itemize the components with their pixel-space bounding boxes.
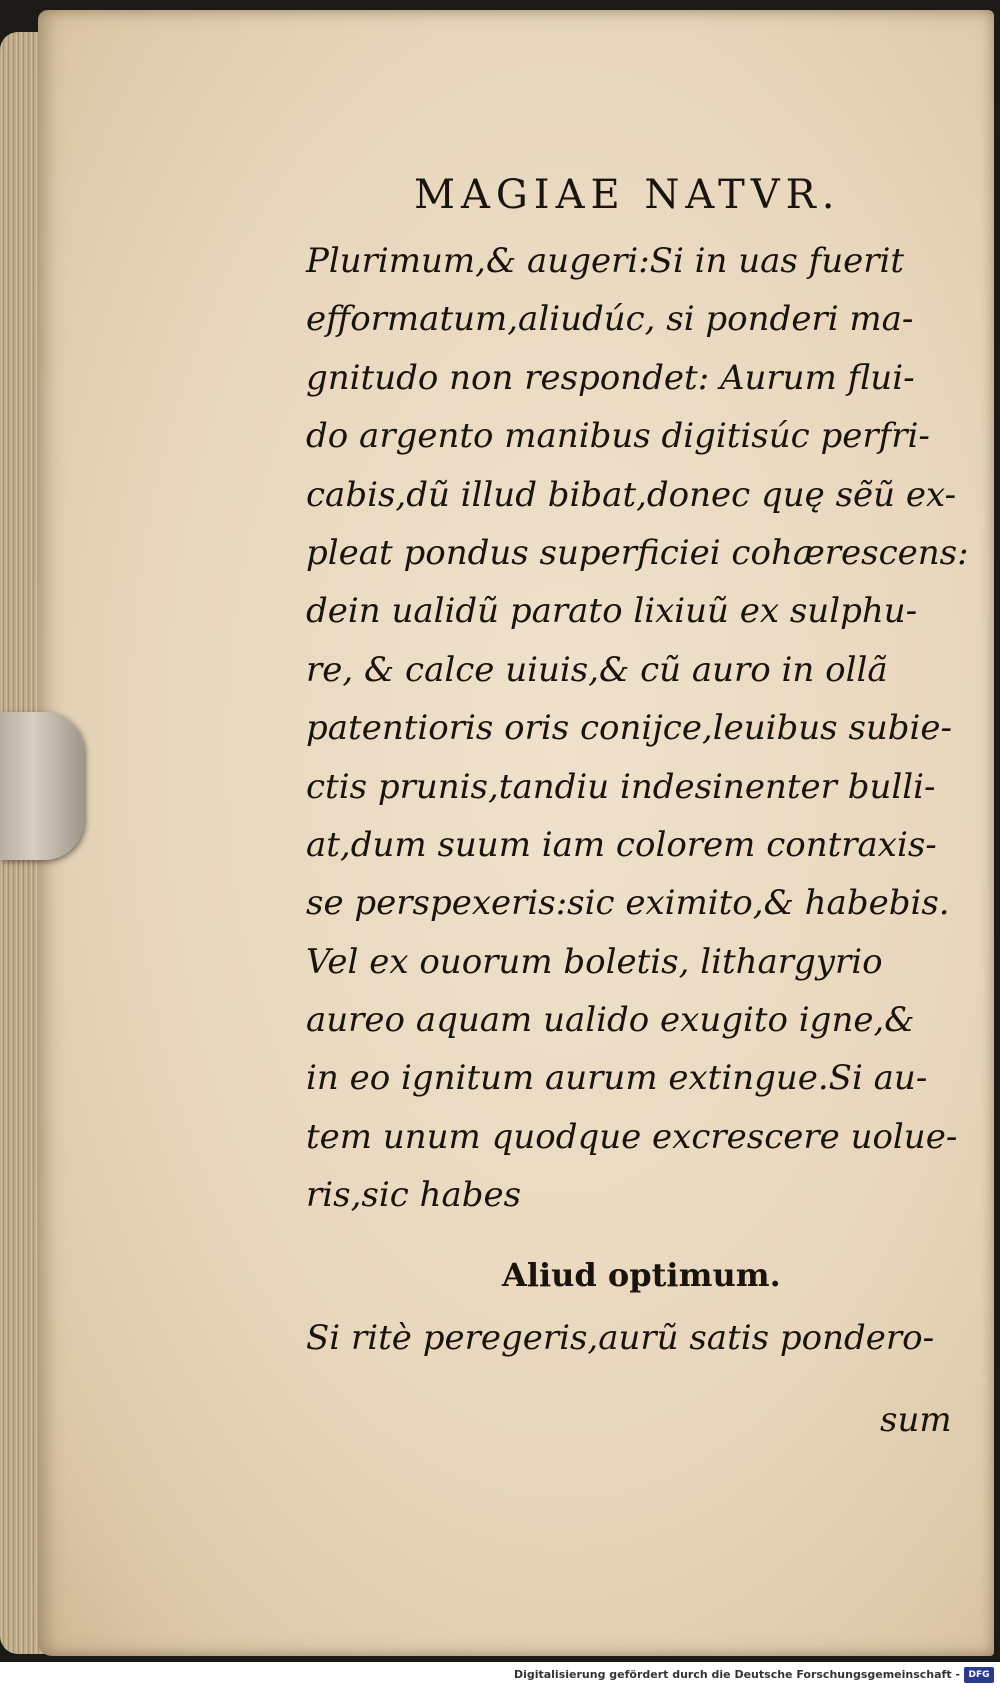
text-line: ris,sic habes <box>306 1175 522 1216</box>
text-line: Plurimum,& augeri:Si in uas fuerit <box>306 241 905 281</box>
catchword: sum <box>880 1400 952 1440</box>
text-line: dein ualidũ parato lixiuũ ex sulphu- <box>306 591 918 632</box>
text-line: pleat pondus superficiei cohærescens: <box>306 532 969 573</box>
footer-credit: Digitalisierung gefördert durch die Deutsche Forschungsgemeinschaft - <box>513 1668 960 1681</box>
text-line: ctis prunis,tandiu indesinenter bulli- <box>306 766 936 807</box>
page-clip <box>0 712 84 860</box>
text-line: gnitudo non respondet: Aurum flui- <box>306 357 915 398</box>
text-line: at,dum suum iam colorem contraxis- <box>306 824 937 865</box>
text-line: efformatum,aliudúc, si ponderi ma- <box>306 299 914 340</box>
body-text <box>306 232 969 1225</box>
text-line: re, & calce uiuis,& cũ auro in ollã <box>306 649 888 690</box>
running-header: MAGIAE NATVR. <box>414 172 841 218</box>
text-line: in eo ignitum aurum extingue.Si au- <box>306 1058 928 1099</box>
footer-bar <box>0 1662 1000 1691</box>
dfg-logo-icon: DFG <box>964 1667 994 1683</box>
paragraph-line: Si ritè peregeris,aurũ satis pondero- <box>306 1318 935 1358</box>
text-line: se perspexeris:sic eximito,& habebis. <box>306 883 950 924</box>
text-line: patentioris oris conijce,leuibus subie- <box>306 708 953 749</box>
text-line: tem unum quodque excrescere uolue- <box>306 1116 958 1157</box>
section-heading: Aliud optimum. <box>502 1256 781 1294</box>
text-line: Vel ex ouorum boletis, lithargyrio <box>306 941 883 982</box>
text-line: aureo aquam ualido exugito igne,& <box>306 1000 915 1041</box>
text-line: cabis,dũ illud bibat,donec quę sẽũ ex- <box>306 474 957 515</box>
text-line: do argento manibus digitisúc perfri- <box>306 416 930 457</box>
